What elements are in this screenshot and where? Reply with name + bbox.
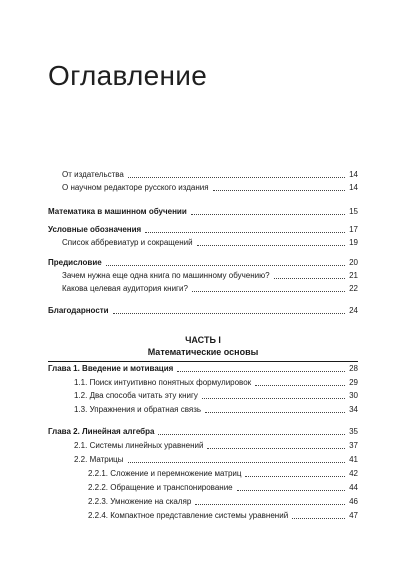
toc-entry-about-editor[interactable] <box>62 182 358 193</box>
toc-entry-section-1-2[interactable] <box>74 390 358 401</box>
toc-page-number: 15 <box>349 207 358 216</box>
toc-entry-section-2-2-4[interactable] <box>88 510 358 521</box>
toc-entry-title: 2.2.3. Умножение на скаляр <box>88 497 192 506</box>
toc-entry-preface[interactable] <box>48 257 358 268</box>
toc-entry-title: Глава 2. Линейная алгебра <box>48 427 155 436</box>
toc-page-number: 22 <box>349 284 358 293</box>
leader-dots <box>192 290 345 292</box>
toc-entry-notation[interactable] <box>48 224 358 235</box>
toc-page-number: 41 <box>349 455 358 464</box>
toc-entry-title: Зачем нужна еще одна книга по машинному обучению? <box>62 271 270 280</box>
toc-entry-title: Условные обозначения <box>48 225 142 234</box>
toc-page-number: 19 <box>349 238 358 247</box>
toc-entry-title: 1.2. Два способа читать эту книгу <box>74 391 198 400</box>
toc-entry-title: Благодарности <box>48 306 109 315</box>
toc-entry-from-publisher[interactable] <box>62 169 358 180</box>
toc-entry-title: 2.2.4. Компактное представление системы уравнений <box>88 511 289 520</box>
toc-page-number: 14 <box>349 183 358 192</box>
leader-dots <box>274 277 345 279</box>
toc-entry-section-2-1[interactable] <box>74 440 358 451</box>
leader-dots <box>237 489 345 491</box>
page-title: Оглавление <box>48 60 208 91</box>
toc-entry-section-1-3[interactable] <box>74 404 358 415</box>
leader-dots <box>145 231 345 233</box>
leader-dots <box>106 264 345 266</box>
leader-dots <box>213 189 345 191</box>
leader-dots <box>177 370 345 372</box>
toc-entry-title: Список аббревиатур и сокращений <box>62 238 193 247</box>
toc-entry-section-2-2-2[interactable] <box>88 482 358 493</box>
toc-page-number: 37 <box>349 441 358 450</box>
toc-entry-title: Математика в машинном обучении <box>48 207 187 216</box>
toc-entry-abbreviations[interactable] <box>62 237 358 248</box>
toc-entry-section-2-2[interactable] <box>74 454 358 465</box>
toc-page-number: 35 <box>349 427 358 436</box>
leader-dots <box>202 397 345 399</box>
leader-dots <box>158 433 345 435</box>
part-title: Математические основы <box>147 347 259 357</box>
toc-page-number: 30 <box>349 391 358 400</box>
leader-dots <box>128 176 345 178</box>
toc-entry-chapter-1[interactable] <box>48 363 358 374</box>
leader-dots <box>245 475 345 477</box>
part-label: ЧАСТЬ I <box>185 335 221 345</box>
toc-page-number: 46 <box>349 497 358 506</box>
toc-page-number: 17 <box>349 225 358 234</box>
toc-entry-math-in-ml[interactable] <box>48 206 358 217</box>
toc-page-number: 34 <box>349 405 358 414</box>
toc-page-number: 28 <box>349 364 358 373</box>
toc-entry-title: Какова целевая аудитория книги? <box>62 284 188 293</box>
toc-entry-chapter-2[interactable] <box>48 426 358 437</box>
part-divider <box>48 361 358 362</box>
leader-dots <box>191 213 345 215</box>
toc-entry-section-2-2-1[interactable] <box>88 468 358 479</box>
toc-page-number: 14 <box>349 170 358 179</box>
toc-entry-title: 1.1. Поиск интуитивно понятных формулировок <box>74 378 252 387</box>
toc-page-number: 24 <box>349 306 358 315</box>
toc-page-number: 47 <box>349 511 358 520</box>
toc-entry-title: Предисловие <box>48 258 102 267</box>
leader-dots <box>205 411 345 413</box>
leader-dots <box>128 461 345 463</box>
toc-page-number: 42 <box>349 469 358 478</box>
leader-dots <box>255 384 345 386</box>
toc-entry-title: 2.1. Системы линейных уравнений <box>74 441 204 450</box>
toc-page-number: 29 <box>349 378 358 387</box>
leader-dots <box>292 517 345 519</box>
toc-entry-title: 2.2.1. Сложение и перемножение матриц <box>88 469 242 478</box>
toc-page-number: 21 <box>349 271 358 280</box>
leader-dots <box>195 503 345 505</box>
leader-dots <box>207 447 345 449</box>
toc-entry-title: 2.2. Матрицы <box>74 455 124 464</box>
leader-dots <box>197 244 345 246</box>
toc-entry-title: 2.2.2. Обращение и транспонирование <box>88 483 233 492</box>
leader-dots <box>113 312 345 314</box>
toc-entry-target-audience[interactable] <box>62 283 358 294</box>
toc-entry-section-2-2-3[interactable] <box>88 496 358 507</box>
toc-entry-title: От издательства <box>62 170 124 179</box>
toc-entry-title: Глава 1. Введение и мотивация <box>48 364 174 373</box>
toc-entry-section-1-1[interactable] <box>74 377 358 388</box>
toc-page-number: 20 <box>349 258 358 267</box>
toc-entry-title: 1.3. Упражнения и обратная связь <box>74 405 202 414</box>
toc-entry-why-another-book[interactable] <box>62 270 358 281</box>
toc-page-number: 44 <box>349 483 358 492</box>
toc-entry-title: О научном редакторе русского издания <box>62 183 209 192</box>
toc-entry-acknowledgements[interactable] <box>48 305 358 316</box>
